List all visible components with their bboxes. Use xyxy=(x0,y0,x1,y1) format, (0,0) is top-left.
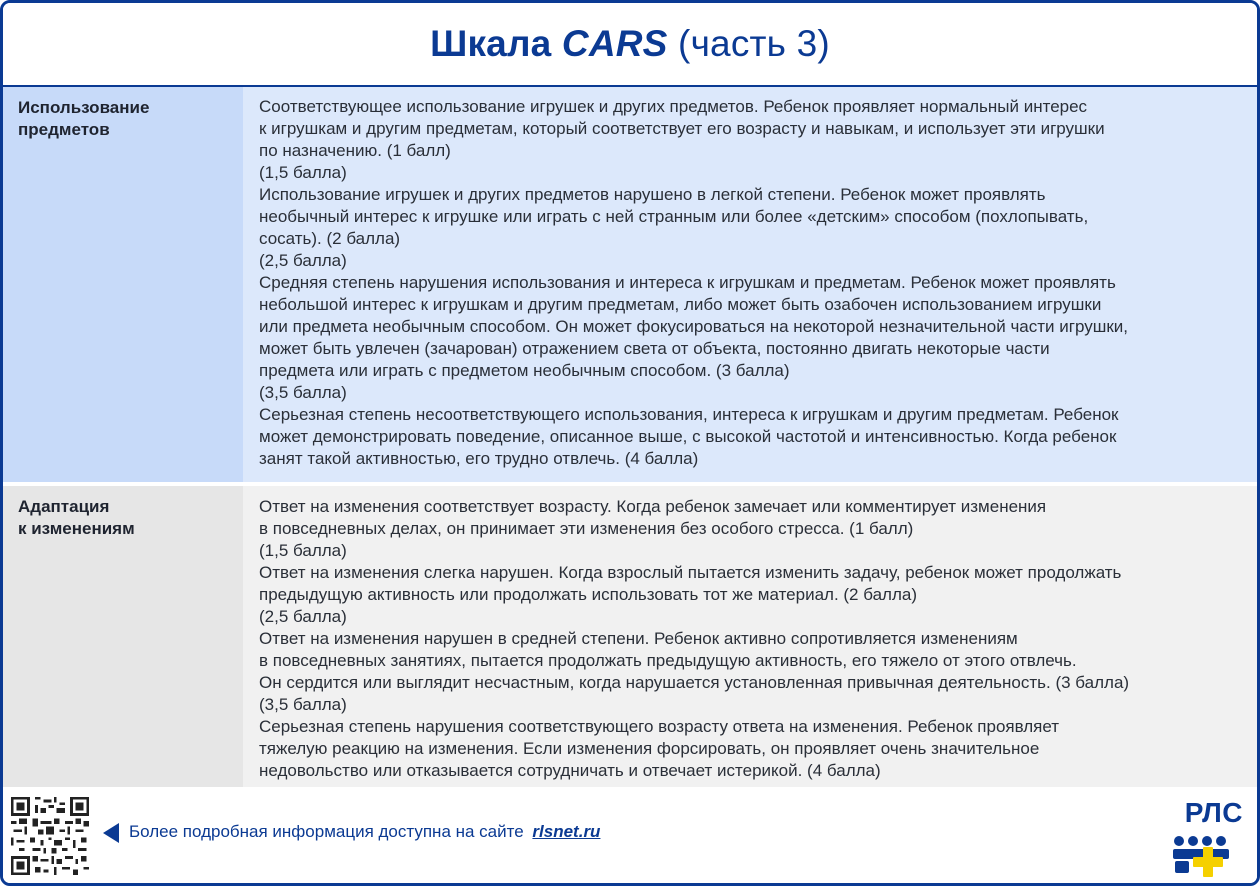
section-label-line2: к изменениям xyxy=(18,519,135,538)
text-line: занят такой активностью, его трудно отвлечь. (4 балла) xyxy=(259,449,699,468)
logo-text: РЛС xyxy=(1184,797,1243,828)
text-line: Средняя степень нарушения использования и интереса к игрушкам и предметам. Ребенок может проявлять xyxy=(259,273,1116,292)
title-part2: CARS xyxy=(561,23,668,64)
text-line: (2,5 балла) xyxy=(259,251,347,270)
page-header xyxy=(3,3,1257,87)
text-line: предыдущую активность или продолжать использовать тот же материал. (2 балла) xyxy=(259,585,917,604)
title-part1: Шкала xyxy=(430,23,562,64)
text-line: в повседневных делах, он принимает эти изменения без особого стресса. (1 балл) xyxy=(259,519,914,538)
section-object-use xyxy=(3,87,1257,482)
text-line: необычный интерес к игрушке или играть с ней странным или более «детским» способом (похлопывать, xyxy=(259,207,1089,226)
text-line: по назначению. (1 балл) xyxy=(259,141,451,160)
title-part3: (часть 3) xyxy=(667,23,830,64)
text-line: тяжелую реакцию на изменения. Если изменения форсировать, он проявляет очень значительное xyxy=(259,739,1040,758)
text-line: Серьезная степень нарушения соответствующего возрасту ответа на изменения. Ребенок проявляет xyxy=(259,717,1060,736)
section-text xyxy=(243,87,1257,482)
text-line: недовольство или отказывается сотрудничать и отвечает истерикой. (4 балла) xyxy=(259,761,881,780)
text-line: в повседневных занятиях, пытается продолжать предыдущую активность, его тяжело от этого отвлечь. xyxy=(259,651,1077,670)
text-line: (1,5 балла) xyxy=(259,541,347,560)
text-line: (2,5 балла) xyxy=(259,607,347,626)
section-label xyxy=(3,486,243,792)
text-line: Серьезная степень несоответствующего использования, интереса к игрушкам и другим предметам. Ребенок xyxy=(259,405,1119,424)
text-line: Он сердится или выглядит несчастным, когда нарушается установленная привычная деятельность. (3 балла) xyxy=(259,673,1130,692)
text-line: сосать). (2 балла) xyxy=(259,229,401,248)
text-line: может демонстрировать поведение, описанное выше, с высокой частотой и интенсивностью. Когда ребенок xyxy=(259,427,1117,446)
text-line: (3,5 балла) xyxy=(259,695,347,714)
text-line: (3,5 балла) xyxy=(259,383,347,402)
page-title xyxy=(430,23,830,65)
section-label-line1: Адаптация xyxy=(18,497,110,516)
section-label-line1: Использование xyxy=(18,98,150,117)
rls-logo-icon xyxy=(1165,795,1245,879)
footer-info xyxy=(129,822,600,842)
text-line: Ответ на изменения слегка нарушен. Когда взрослый пытается изменить задачу, ребенок может продолжать xyxy=(259,563,1122,582)
section-label xyxy=(3,87,243,482)
text-line: или предмета необычным способом. Он может фокусироваться на некоторой незначительной части игрушки, xyxy=(259,317,1129,336)
text-line: (1,5 балла) xyxy=(259,163,347,182)
section-text xyxy=(243,486,1257,792)
page-footer xyxy=(3,787,1257,883)
footer-info-text: Более подробная информация доступна на сайте xyxy=(129,822,524,841)
qr-code-icon[interactable] xyxy=(11,797,89,875)
section-label-line2: предметов xyxy=(18,120,110,139)
text-line: предмета или играть с предметом необычным способом. (3 балла) xyxy=(259,361,790,380)
text-line: к игрушкам и другим предметам, который соответствует его возрасту и навыкам, и использует эти игрушки xyxy=(259,119,1105,138)
site-link[interactable]: rlsnet.ru xyxy=(532,822,601,841)
text-line: Ответ на изменения нарушен в средней степени. Ребенок активно сопротивляется изменениям xyxy=(259,629,1018,648)
text-line: Ответ на изменения соответствует возрасту. Когда ребенок замечает или комментирует изменения xyxy=(259,497,1047,516)
text-line: Использование игрушек и других предметов нарушено в легкой степени. Ребенок может проявлять xyxy=(259,185,1046,204)
section-adaptation xyxy=(3,486,1257,792)
triangle-left-icon xyxy=(103,823,119,843)
text-line: небольшой интерес к игрушкам и другим предметам, либо может быть озабочен использованием игрушки xyxy=(259,295,1102,314)
text-line: Соответствующее использование игрушек и других предметов. Ребенок проявляет нормальный интерес xyxy=(259,97,1088,116)
text-line: может быть увлечен (зачарован) отражением света от объекта, постоянно двигать некоторые части xyxy=(259,339,1050,358)
